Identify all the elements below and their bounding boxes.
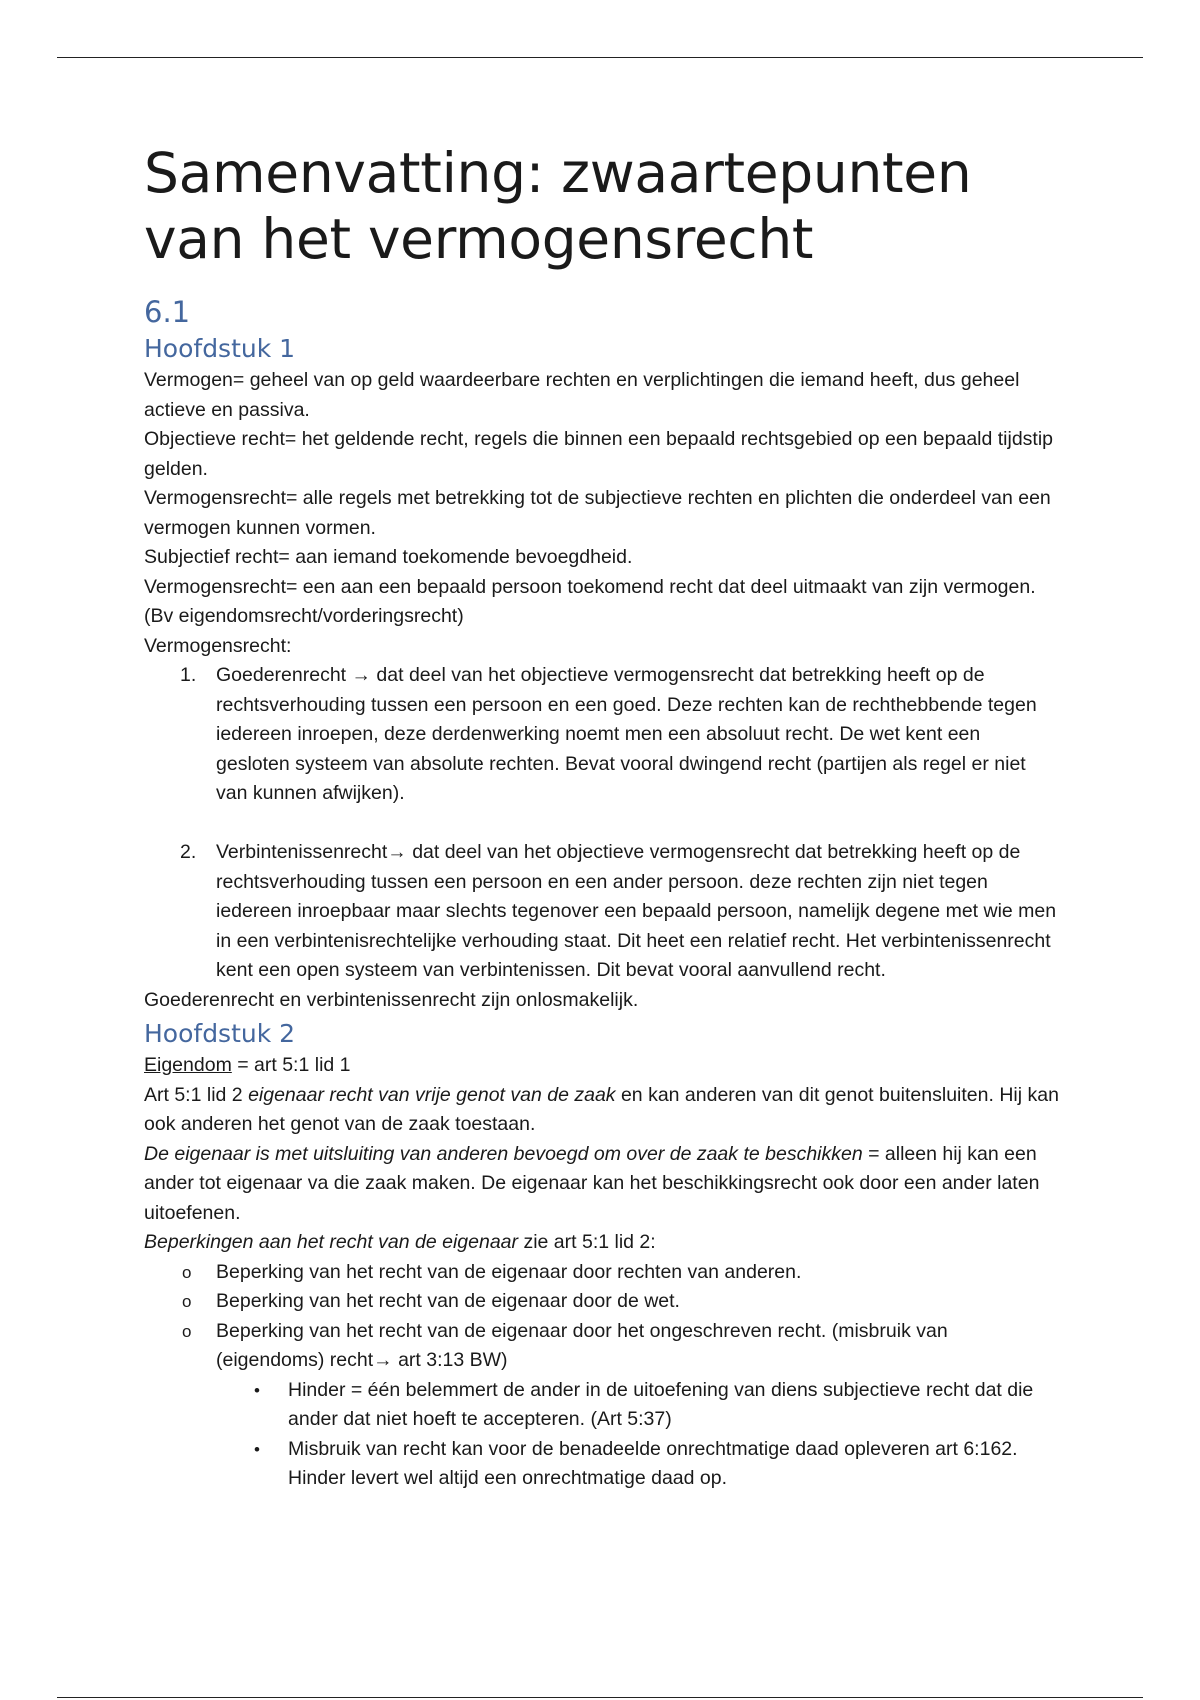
definition-subjectief-recht: Subjectief recht= aan iemand toekomende bevoegdheid. xyxy=(144,546,633,568)
text-span: zie art 5:1 lid 2: xyxy=(518,1231,656,1253)
list-item-text: Beperking van het recht van de eigenaar door de wet. xyxy=(216,1290,680,1312)
genot-paragraph xyxy=(144,1081,1059,1140)
definition-objectieve-recht: Objectieve recht= het geldende recht, regels die binnen een bepaald rechtsgebied op een bepaald tijdstip gelden. xyxy=(144,428,1054,480)
eigendom-reference: = art 5:1 lid 1 xyxy=(231,1054,351,1076)
chapter-1-closing: Goederenrecht en verbintenissenrecht zijn onlosmakelijk. xyxy=(144,988,639,1011)
list-item-text: Verbintenissenrecht→ dat deel van het objectieve vermogensrecht dat betrekking heeft op de rechtsverhouding tussen een persoon en een ander persoon. deze rechten zijn niet tegen iedereen inroepbaar maar slechts tegenover een bepaald persoon, namelijk degene met wie men in een verbintenisrechtelijke verhouding staat. Dit heet een relatief recht. Het verbintenissenrecht kent een open systeem van verbintenissen. Dit bevat vooral aanvullend recht. xyxy=(216,841,1057,981)
text-span: Art 5:1 lid 2 xyxy=(144,1083,249,1106)
definition-vermogensrecht-2: Vermogensrecht= een aan een bepaald persoon toekomend recht dat deel uitmaakt van zijn vermogen. (Bv eigendomsrecht/vorderingsrecht) xyxy=(144,575,1036,627)
footer-rule xyxy=(57,1697,1143,1698)
document-title: Samenvatting: zwaartepunten van het vermogensrecht xyxy=(144,141,972,271)
definition-vermogensrecht-1: Vermogensrecht= alle regels met betrekking tot de subjectieve rechten en plichten die onderdeel van een vermogen kunnen vormen. xyxy=(144,487,1051,539)
italic-text: De eigenaar is met uitsluiting van anderen bevoegd om over de zaak te beschikken xyxy=(144,1142,863,1165)
circle-bullet: o xyxy=(182,1292,192,1311)
list-item xyxy=(144,1317,1059,1494)
circle-bullet: o xyxy=(182,1262,192,1282)
list-item xyxy=(144,1287,1059,1317)
eigendom-definition xyxy=(144,1051,1059,1081)
list-item-text: Beperking van het recht van de eigenaar door rechten van anderen. xyxy=(216,1260,802,1283)
beperkingen-paragraph xyxy=(144,1228,1059,1258)
sub-list xyxy=(216,1376,1059,1494)
sub-list-item-text: Hinder = één belemmert de ander in de uitoefening van diens subjectieve recht dat die ander dat niet hoeft te accepteren. (Art 5:37) xyxy=(288,1378,1034,1430)
list-item xyxy=(144,661,1059,809)
text-span: en kan anderen van dit genot buitensluiten. Hij kan ook anderen het genot van de zaak toestaan. xyxy=(144,1083,1059,1135)
bullet: • xyxy=(254,1380,260,1400)
chapter-2-heading: Hoofdstuk 2 xyxy=(144,1019,296,1048)
bullet: • xyxy=(254,1439,260,1459)
vermogensrecht-list xyxy=(144,661,1059,986)
definition-vermogen: Vermogen= geheel van op geld waardeerbare rechten en verplichtingen die iemand heeft, dus geheel actieve en passiva. xyxy=(144,369,1020,421)
list-number: 2. xyxy=(180,841,197,863)
list-item-text: Beperking van het recht van de eigenaar door het ongeschreven recht. (misbruik van (eigendoms) recht→ art 3:13 BW) xyxy=(216,1319,948,1371)
italic-text: eigenaar recht van vrije genot van de zaak xyxy=(248,1083,616,1106)
header-rule xyxy=(57,57,1143,58)
beschikking-paragraph xyxy=(144,1140,1059,1229)
beperkingen-list xyxy=(144,1258,1059,1494)
list-spacer xyxy=(144,809,1059,839)
sub-list-item-text: Misbruik van recht kan voor de benadeelde onrechtmatige daad opleveren art 6:162. Hinder levert wel altijd een onrechtmatige daad op. xyxy=(288,1437,1018,1489)
italic-text: Beperkingen aan het recht van de eigenaar xyxy=(144,1231,519,1253)
list-item xyxy=(144,1258,1059,1288)
list-number: 1. xyxy=(180,664,197,686)
chapter-1-heading: Hoofdstuk 1 xyxy=(144,334,296,363)
eigendom-term: Eigendom xyxy=(144,1054,232,1076)
circle-bullet: o xyxy=(182,1321,192,1341)
list-item xyxy=(144,838,1059,986)
sub-list-item xyxy=(216,1435,1059,1494)
document-body xyxy=(144,140,1059,1494)
text-span: = alleen hij kan een ander tot eigenaar va die zaak maken. De eigenaar kan het beschikkingsrecht ook door een ander laten uitoefenen. xyxy=(144,1142,1040,1224)
sub-list-item xyxy=(216,1376,1059,1435)
section-number: 6.1 xyxy=(144,295,191,329)
list-item-text: Goederenrecht → dat deel van het objectieve vermogensrecht dat betrekking heeft op de rechtsverhouding tussen een persoon en een goed. Deze rechten kan de rechthebbende tegen iedereen inroepen, deze derdenwerking noemt men een absoluut recht. De wet kent een gesloten systeem van absolute rechten. Bevat vooral dwingend recht (partijen als regel er niet van kunnen afwijken). xyxy=(216,664,1037,804)
vermogensrecht-intro: Vermogensrecht: xyxy=(144,634,292,657)
